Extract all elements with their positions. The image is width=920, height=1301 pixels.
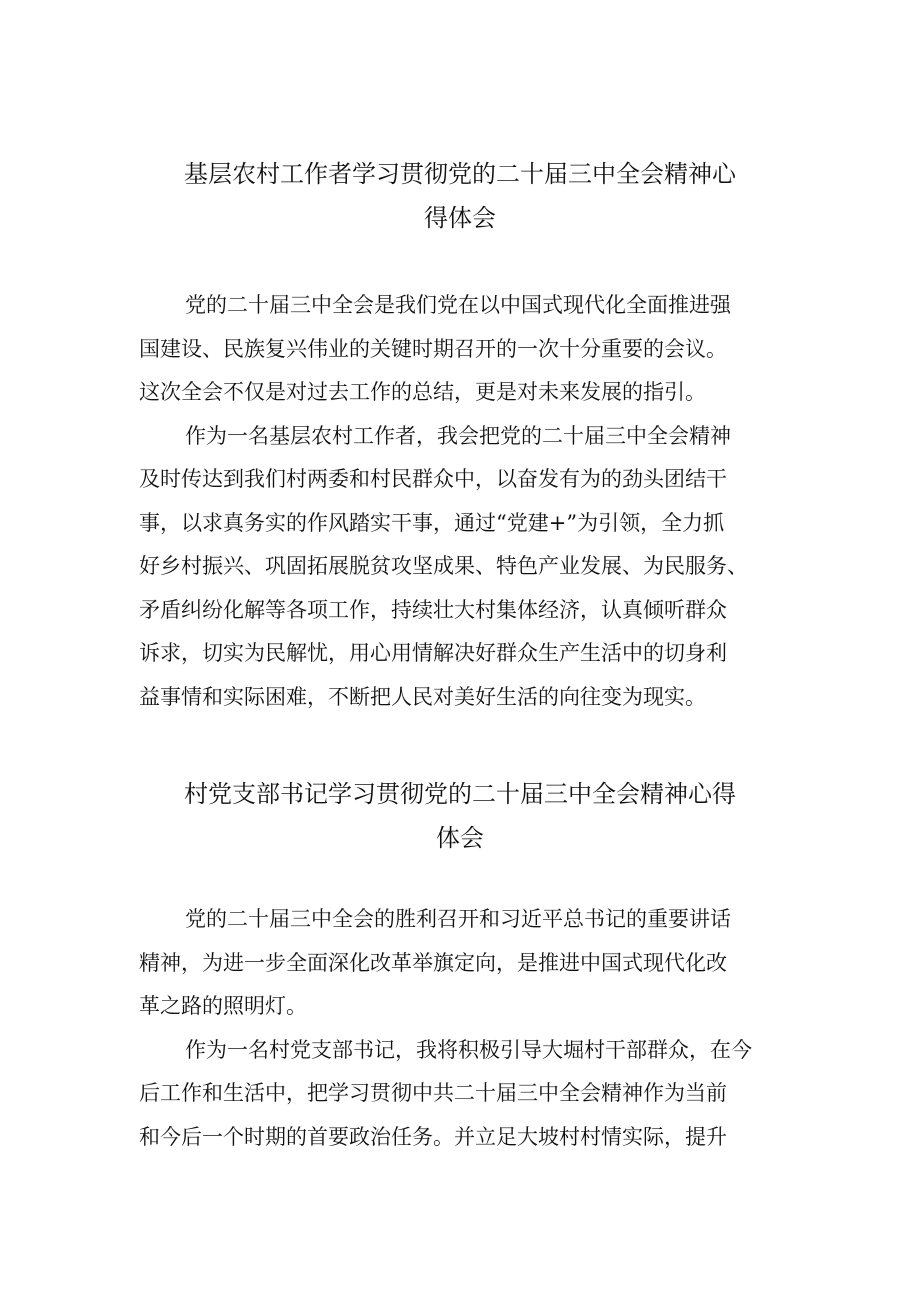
text-line: 事，以求真务实的作风踏实干事，通过“党建+”为引领，全力抓 xyxy=(139,510,725,535)
text-line: 和今后一个时期的首要政治任务。并立足大坡村村情实际，提升 xyxy=(139,1124,727,1149)
text-line: 及时传达到我们村两委和村民群众中，以奋发有为的劲头团结干 xyxy=(139,467,727,491)
text-line: 诉求，切实为民解忧，用心用情解决好群众生产生活中的切身利 xyxy=(139,641,727,665)
text-line: 党的二十届三中全会的胜利召开和习近平总书记的重要讲话 xyxy=(185,907,731,931)
section-2-paragraph-2 xyxy=(139,1029,793,1160)
title-line: 基层农村工作者学习贯彻党的二十届三中全会精神心 xyxy=(184,160,736,188)
text-line: 后工作和生活中，把学习贯彻中共二十届三中全会精神作为当前 xyxy=(139,1081,727,1105)
title-line: 体会 xyxy=(436,824,484,852)
section-2-paragraph-1 xyxy=(139,898,793,1029)
text-line: 作为一名基层农村工作者，我会把党的二十届三中全会精神 xyxy=(185,423,731,448)
section-1-paragraph-2 xyxy=(139,415,793,720)
section-2-title xyxy=(0,772,920,860)
section-1-paragraph-1 xyxy=(139,284,793,415)
text-line: 好乡村振兴、巩固拓展脱贫攻坚成果、特色产业发展、为民服务、 xyxy=(139,554,748,578)
title-line: 得体会 xyxy=(424,204,496,232)
text-line: 作为一名村党支部书记，我将积极引导大堀村干部群众，在今 xyxy=(185,1037,752,1062)
text-line: 精神，为进一步全面深化改革举旗定向，是推进中国式现代化改 xyxy=(139,950,727,975)
text-line: 矛盾纠纷化解等各项工作，持续壮大村集体经济，认真倾听群众 xyxy=(139,597,727,622)
title-line: 村党支部书记学习贯彻党的二十届三中全会精神心得 xyxy=(184,780,736,808)
text-line: 这次全会不仅是对过去工作的总结，更是对未来发展的指引。 xyxy=(139,380,706,404)
section-1-title xyxy=(0,152,920,240)
text-line: 益事情和实际困难，不断把人民对美好生活的向往变为现实。 xyxy=(139,684,706,709)
text-line: 党的二十届三中全会是我们党在以中国式现代化全面推进强 xyxy=(185,293,731,317)
text-line: 国建设、民族复兴伟业的关键时期召开的一次十分重要的会议。 xyxy=(139,336,727,361)
text-line: 革之路的照明灯。 xyxy=(139,994,307,1018)
